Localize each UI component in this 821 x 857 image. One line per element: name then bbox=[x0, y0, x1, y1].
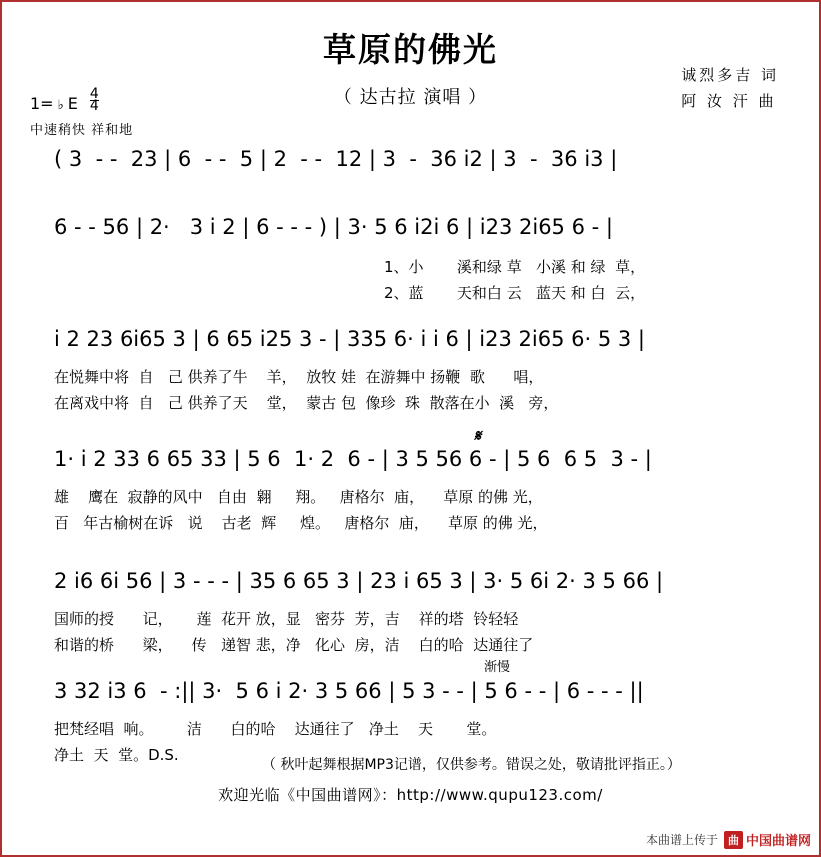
lyric-line-2-1: 1、小 溪和绿 草 小溪 和 绿 草， bbox=[384, 258, 646, 276]
site-logo[interactable] bbox=[724, 830, 811, 849]
system-2 bbox=[28, 210, 793, 306]
website-link[interactable]: 欢迎光临《中国曲谱网》：http://www.qupu123.com/ bbox=[218, 786, 603, 804]
flat-icon: ♭ bbox=[57, 98, 64, 113]
system-3 bbox=[28, 322, 793, 416]
lyricist-credit: 诚烈多吉 词 bbox=[681, 66, 779, 84]
key-signature-block bbox=[30, 86, 134, 138]
lyric-line-3-1: 在悦舞中将 自 己 供养了牛 羊， 放牧 娃 在游舞中 扬鞭 歌 唱， bbox=[54, 368, 544, 386]
segno-icon: 𝄋 bbox=[474, 426, 481, 445]
performer-subtitle: （ 达古拉 演唱 ） bbox=[333, 87, 488, 108]
lyric-line-5-2: 和谐的桥 梁， 传 递智 悲，净 化心 房，洁 白的哈 达通往了 bbox=[54, 636, 534, 654]
system-1 bbox=[28, 142, 793, 176]
site-name: 中国曲谱网 bbox=[745, 834, 811, 849]
page-title: 草原的佛光 bbox=[323, 30, 498, 69]
key-label: 1= bbox=[30, 94, 54, 113]
time-signature-denominator: 4 bbox=[89, 98, 99, 114]
lyric-line-3-2: 在离戏中将 自 己 供养了天 堂， 蒙古 包 像珍 珠 散落在小 溪 旁， bbox=[54, 394, 559, 412]
tempo-marking: 中速稍快 祥和地 bbox=[30, 123, 134, 138]
music-line-1: ( 3 - - 23 | 6 - - 5 | 2 - - 12 | 3 - 36 i2 | 3 - 36 i3 | bbox=[54, 147, 618, 171]
ritardando-marking: 渐慢 bbox=[484, 660, 511, 675]
lyric-line-4-2: 百 年古榆树在诉 说 古老 辉 煌。 唐格尔 庙， 草原 的佛 光， bbox=[54, 514, 548, 532]
lyric-line-4-1: 雄 鹰在 寂静的风中 自由 翱 翔。 唐格尔 庙， 草原 的佛 光， bbox=[54, 488, 543, 506]
music-line-5: 2 i6 6i 56 | 3 - - - | 35 6 65 3 | 23 i 65 3 | 3· 5 6i 2· 3 5 66 | bbox=[54, 569, 664, 593]
music-line-4: 1· i 2 33 6 65 33 | 5 6 1· 2 6 - | 3 5 56 6 - | 5 6 6 5 3 - | bbox=[54, 447, 652, 471]
time-signature bbox=[89, 86, 99, 114]
composer-credit: 阿 汝 汗 曲 bbox=[681, 92, 777, 110]
music-line-6: 3 32 i3 6 - :|| 3· 5 6 i 2· 3 5 66 | 5 3 - - | 5 6 - - | 6 - - - || bbox=[54, 679, 644, 703]
lyric-line-5-1: 国师的授 记， 莲 花开 放，显 密芬 芳，吉 祥的塔 铃轻轻 bbox=[54, 610, 519, 628]
music-line-2: 6 - - 56 | 2· 3 i 2 | 6 - - - ) | 3· 5 6 i2i 6 | i23 2i65 6 - | bbox=[54, 215, 613, 239]
upload-credit-text: 本曲谱上传于 bbox=[645, 833, 718, 847]
upload-credit-bar bbox=[646, 830, 811, 849]
lyric-line-2-2: 2、蓝 天和白 云 蓝天 和 白 云， bbox=[384, 284, 646, 302]
lyric-line-6-1: 把梵经唱 响。 洁 白的哈 达通往了 净土 天 堂。 bbox=[54, 720, 497, 738]
site-logo-icon: 曲 bbox=[724, 831, 743, 849]
system-4 bbox=[28, 426, 793, 536]
transcription-note: （ 秋叶起舞根据MP3记谱，仅供参考。错误之处，敬请批评指正。） bbox=[262, 757, 681, 773]
system-5 bbox=[28, 564, 793, 658]
music-line-3: i 2 23 6i65 3 | 6 65 i25 3 - | 335 6· i i 6 | i23 2i65 6· 5 3 | bbox=[54, 327, 645, 351]
time-signature-numerator: 4 bbox=[89, 86, 99, 102]
lyric-line-6-2: 净土 天 堂。D.S. bbox=[54, 746, 179, 764]
credits-block bbox=[681, 62, 779, 114]
key-note: E bbox=[67, 94, 78, 113]
